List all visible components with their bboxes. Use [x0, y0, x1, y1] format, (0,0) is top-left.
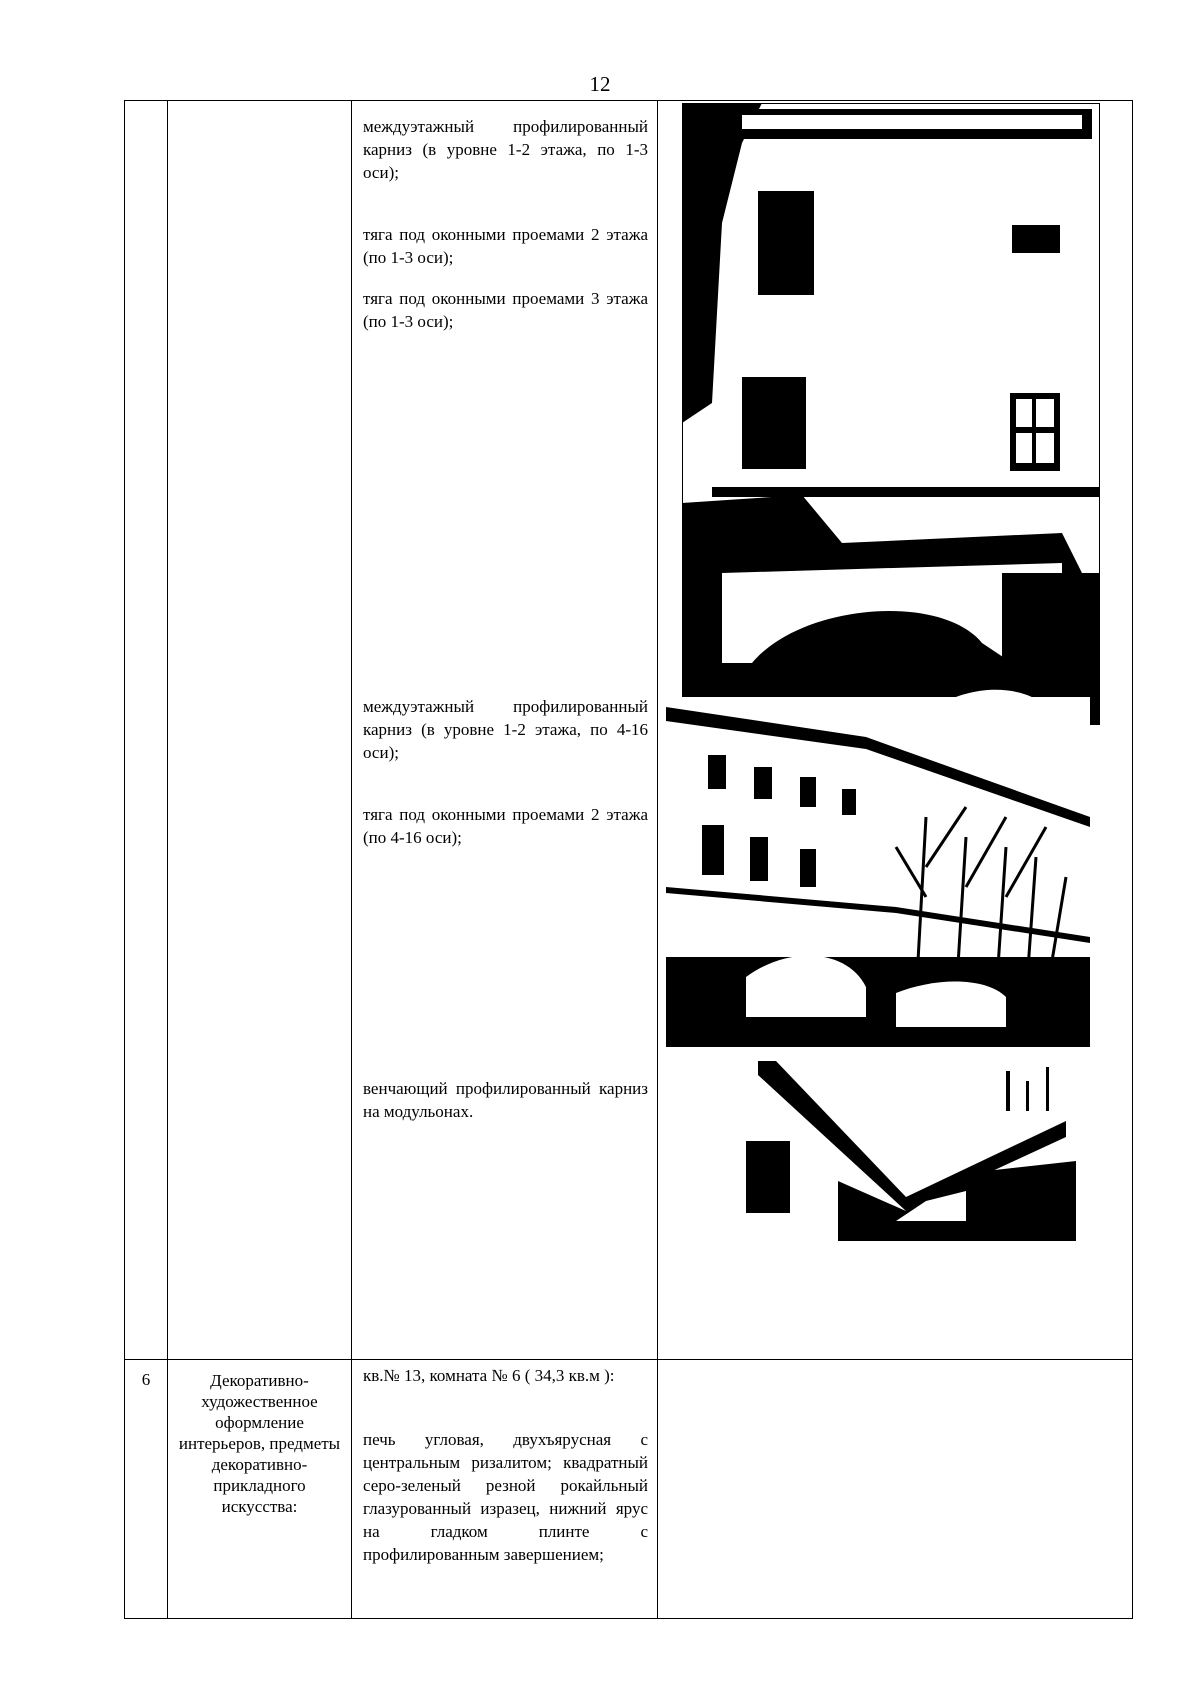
- feature-text: печь угловая, двухъярусная с центральным ризалитом; квадратный серо-зеленый резной рокайльный глазурованный изразец, нижний ярус на гладком плинте с профилированным завершением;: [363, 1430, 648, 1564]
- facade-photo-1: [682, 103, 1100, 725]
- page-number: 12: [589, 72, 611, 96]
- cell-description: [352, 101, 658, 1360]
- row-number: 6: [141, 1370, 151, 1389]
- table-row: [125, 1360, 1133, 1619]
- cell-number: [125, 1360, 168, 1619]
- cell-category: [168, 1360, 352, 1619]
- room-heading: кв.№ 13, комната № 6 ( 34,3 кв.м ):: [363, 1366, 615, 1385]
- cell-description: [352, 1360, 658, 1619]
- table-row: [125, 101, 1133, 1360]
- feature-text: междуэтажный профилированный карниз (в уровне 1-2 этажа, по 1-3 оси);: [363, 117, 648, 182]
- cornice-photo: [666, 1061, 1076, 1241]
- cell-photos: [658, 101, 1133, 1360]
- cell-category: [168, 101, 352, 1360]
- facade-photo-2: [666, 697, 1090, 1047]
- feature-text: тяга под оконными проемами 3 этажа (по 1-3 оси);: [363, 289, 648, 331]
- category-text: Декоративно-художественное оформление интерьеров, предметы декоративно-прикладного искусства:: [178, 1371, 341, 1516]
- feature-text: тяга под оконными проемами 2 этажа (по 4-16 оси);: [363, 805, 648, 847]
- cell-photos: [658, 1360, 1133, 1619]
- cell-number: [125, 101, 168, 1360]
- monument-features-table: [124, 100, 1133, 1619]
- feature-text: венчающий профилированный карниз на модульонах.: [363, 1079, 648, 1121]
- feature-text: междуэтажный профилированный карниз (в уровне 1-2 этажа, по 4-16 оси);: [363, 697, 648, 762]
- feature-text: тяга под оконными проемами 2 этажа (по 1-3 оси);: [363, 225, 648, 267]
